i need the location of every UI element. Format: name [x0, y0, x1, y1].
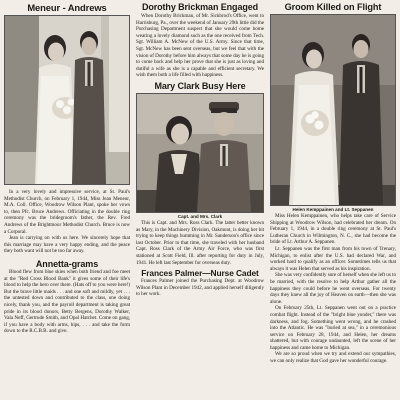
paragraph: Miss Helen Kemppainen, who helps take care of Service Shipping at Woodrow Wilson, had celebrated her dream. On February 1, 1944, in a double ring ceremony at St. Paul's Lutheran Church in Wilmington, N. C., she had become the bride of Lt. Arthur A. Seppanen.: [270, 213, 396, 246]
clark-photo-caption: Capt. and Mrs. Clark: [177, 213, 223, 219]
headline-frances-palmer: Frances Palmer—Nurse Cadet: [141, 268, 259, 279]
wedding-photo: [4, 15, 130, 185]
headline-brickman-engaged: Dorothy Brickman Engaged: [141, 2, 259, 12]
headline-meneur-andrews: Meneur - Andrews: [27, 2, 107, 13]
clark-photo-image: [137, 94, 264, 212]
paragraph: Lt. Seppanen was the first man from his town of Trenary, Michigan, to enlist after the U.S. had declared War, and worked hard to qualify as an officer. Sometimes tells us that always it was Helen that served as his inspiration.: [270, 245, 396, 272]
story-meneur-andrews: [4, 189, 130, 255]
seppanen-photo-caption: Helen Kemppainen and Lt. Seppanen: [292, 207, 374, 212]
clark-photo: [136, 93, 264, 213]
paragraph: She was very confidently sure of herself when she left us to be married, with the resolve to help Arthur gather all the happiness they could before he went overseas. For twenty days they knew all the joy of Heaven on earth—then she was alone.: [270, 272, 396, 305]
story-annetta-grams: [4, 269, 130, 335]
paragraph: Frances Palmer joined the Purchasing Dept. at Woodrow Wilson Plant in December 1942, and applied herself diligently to her work.: [136, 278, 264, 298]
paragraph: Jean is carrying on with us here. We sincerely hope that this marriage may have a very happy ending, and the peace they both want will not be too far away.: [4, 235, 130, 255]
seppanen-photo: [270, 14, 396, 206]
column-right: [270, 0, 396, 365]
story-mary-clark: [136, 220, 264, 266]
column-left: [4, 0, 130, 335]
paragraph: On February 25th, Lt. Seppanen went out on a practice combat flight. Instead of the "bright blue yonder," there was darkness, and fog. Something went wrong, and he crashed into the Atlantic. He was "buried at sea," in a ceremonious service on February 28, 1944, and Helen, her dreams shattered, but with courage undaunted, left the scene of her happiness and came home to Michigan.: [270, 305, 396, 351]
headline-annetta-grams: Annetta-grams: [35, 258, 99, 269]
story-groom-killed: [270, 213, 396, 365]
paragraph: When Dorothy Brickman, of Mr. Sickbrod's Office, went to Harrisburg, Pa., over the weekend of January 29th little did the Purchasing Department suspect that she would come home wearing a lovely diamond such as the one received from Tech. Sgt. William A. McNew of the U.S. Army. Since that time, Sgt. McNew has been sent overseas, but we feel that with the vision of Dorothy before him always that some day he is going to come back and help her prove that she is just as loving and dutiful a wife as she is a capable and efficient secretary. We wish them both a life filled with happiness.: [136, 13, 264, 79]
paragraph: This is Capt. and Mrs. Ross Clark. The latter better known as Mary, in the Machinery Division, Oakmont, is doing her bit trying to keep things humming in Mr. Sanderson's office since last October. Prior to that time, she traveled with her husband Capt. Ross Clark of the Army Air Force, who was first stationed at Scott Field, Ill. after reporting for duty in July, 1941. He left last September for overseas duty.: [136, 219, 264, 266]
story-brickman-engaged: [136, 13, 264, 79]
paragraph: We are so proud when we try and extend our sympathies, we can only realize that God gave her wonderful courage.: [270, 351, 396, 365]
seppanen-photo-image: [271, 15, 396, 205]
paragraph: In a very lovely and impressive service, at St. Paul's Methodist Church, on February 1, 1944, Miss Jean Meneur, M.A. Coll. Office, Woodrow Wilson Plant, spoke her vows to, then Pfc. Bruce Andrews. Officiating in the double ring ceremony was the bridegroom's father, the Rev. Fred Andrews of the Brightmoor Methodist Church. Bruce is now a Corporal.: [4, 189, 130, 235]
headline-mary-clark: Mary Clark Busy Here: [154, 80, 246, 91]
story-frances-palmer: [136, 278, 264, 298]
headline-groom-killed: Groom Killed on Flight: [284, 2, 382, 12]
paragraph: Blood flew from blue skies when both friend and foe meet at the "Red Cross Blood Bank" it gives some of their life's blood to help the hero over there. (Hats off to you were here!) But the brave little maids . . . and one soft and mildly, yet . . . the untested down and contributed to the class, one doing nicely, thank you, and the payroll department is taking great pride in its blood donors, Betty Bergens, Dorothy Walker, Vala Neff, Gertrude Smith, and Opal Hatchet. Come on gang, if you have a body with arms, hips, . . . and take the form down to the R.C.B.B. and give.: [4, 268, 130, 335]
wedding-photo-image: [5, 16, 130, 184]
column-center: [136, 0, 264, 298]
